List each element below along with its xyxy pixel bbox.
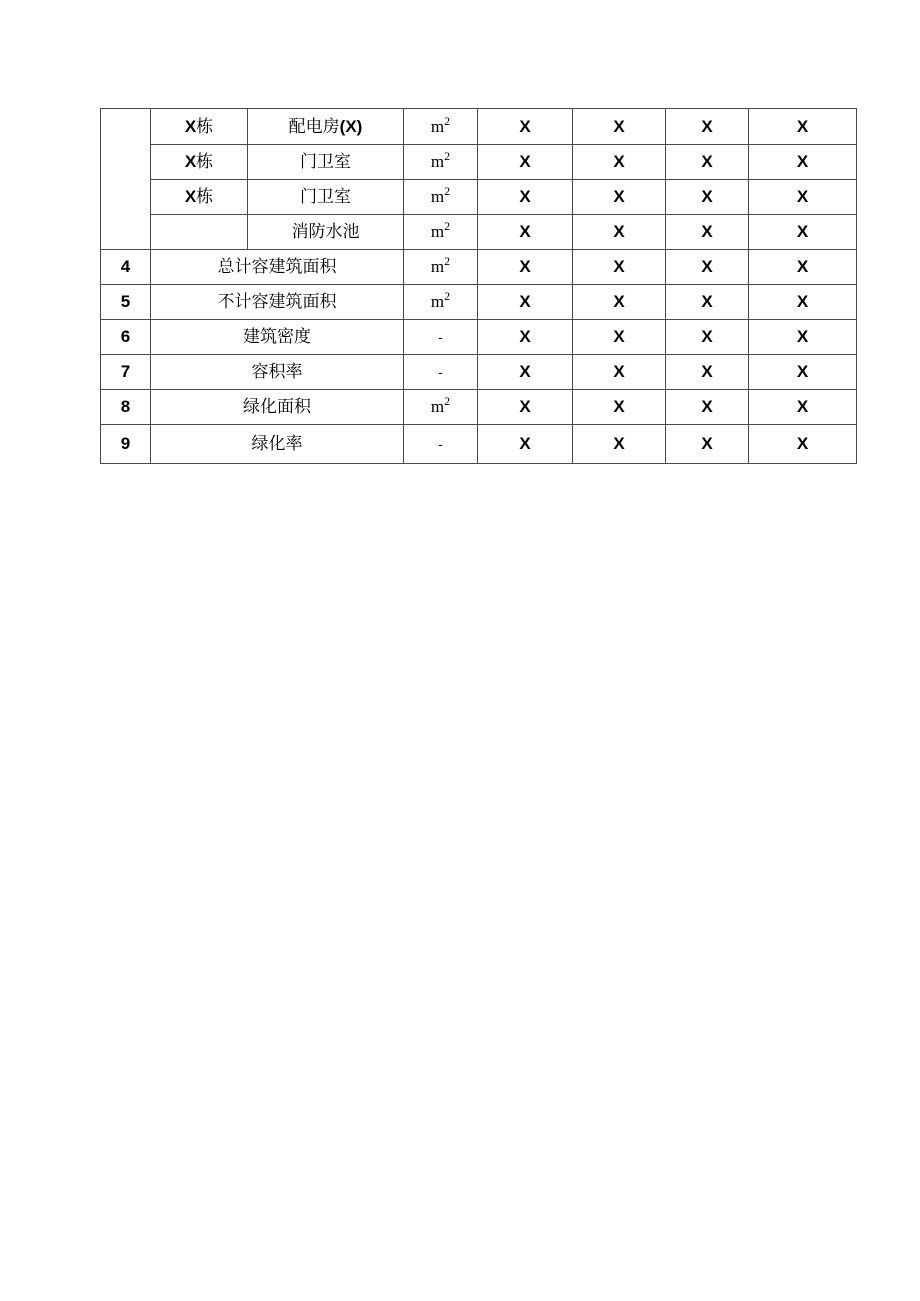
building-cell bbox=[151, 109, 248, 145]
value-cell: X bbox=[478, 109, 573, 145]
unit-cell bbox=[404, 320, 478, 355]
item-name: 门卫室 bbox=[300, 152, 351, 172]
item-name-cell: 总计容建筑面积 bbox=[151, 250, 404, 285]
building-cell bbox=[151, 180, 248, 215]
unit-base: m bbox=[430, 152, 445, 171]
item-name-cell bbox=[248, 180, 404, 215]
row-number-cell: 8 bbox=[101, 390, 151, 425]
item-name-cell: 不计容建筑面积 bbox=[151, 285, 404, 320]
unit-exponent: 2 bbox=[444, 254, 451, 268]
value-cell: X bbox=[478, 285, 573, 320]
unit-base: m bbox=[430, 257, 445, 276]
item-name-cell bbox=[248, 215, 404, 250]
unit-cell bbox=[404, 355, 478, 390]
value-cell: X bbox=[478, 250, 573, 285]
row-number-cell: 4 bbox=[101, 250, 151, 285]
unit-text: - bbox=[438, 364, 443, 380]
table-row bbox=[101, 320, 857, 355]
value-cell: X bbox=[666, 425, 749, 464]
item-name-cell bbox=[248, 145, 404, 180]
value-cell: X bbox=[478, 320, 573, 355]
row-number-cell: 9 bbox=[101, 425, 151, 464]
value-cell: X bbox=[666, 320, 749, 355]
value-cell: X bbox=[573, 285, 666, 320]
item-name-cell bbox=[248, 109, 404, 145]
unit-exponent: 2 bbox=[444, 394, 451, 408]
value-cell: X bbox=[749, 109, 857, 145]
value-cell: X bbox=[666, 355, 749, 390]
table-row bbox=[101, 250, 857, 285]
value-cell: X bbox=[749, 320, 857, 355]
unit-base: m bbox=[430, 222, 445, 241]
unit-exponent: 2 bbox=[444, 149, 451, 163]
unit-exponent: 2 bbox=[444, 184, 451, 198]
value-cell: X bbox=[478, 145, 573, 180]
value-cell: X bbox=[573, 390, 666, 425]
row-number-cell bbox=[101, 109, 151, 250]
table-row bbox=[101, 285, 857, 320]
table-row bbox=[101, 355, 857, 390]
value-cell: X bbox=[749, 180, 857, 215]
value-cell: X bbox=[573, 109, 666, 145]
item-name-cell: 建筑密度 bbox=[151, 320, 404, 355]
building-cell bbox=[151, 215, 248, 250]
row-number-cell: 5 bbox=[101, 285, 151, 320]
item-name-cell: 绿化面积 bbox=[151, 390, 404, 425]
unit-cell bbox=[404, 390, 478, 425]
unit-cell bbox=[404, 250, 478, 285]
table-row bbox=[101, 109, 857, 145]
value-cell: X bbox=[478, 180, 573, 215]
indicators-table bbox=[100, 108, 857, 464]
value-cell: X bbox=[666, 285, 749, 320]
value-cell: X bbox=[573, 250, 666, 285]
value-cell: X bbox=[573, 180, 666, 215]
value-cell: X bbox=[666, 390, 749, 425]
value-cell: X bbox=[749, 390, 857, 425]
value-cell: X bbox=[749, 355, 857, 390]
unit-base: m bbox=[430, 292, 445, 311]
building-cell bbox=[151, 145, 248, 180]
unit-base: m bbox=[430, 116, 445, 136]
unit-cell bbox=[404, 145, 478, 180]
item-name: 配电房 bbox=[288, 116, 340, 137]
value-cell: X bbox=[573, 215, 666, 250]
unit-text: - bbox=[438, 329, 443, 345]
table-row bbox=[101, 145, 857, 180]
table-row bbox=[101, 180, 857, 215]
unit-exponent: 2 bbox=[444, 219, 451, 233]
building-suffix: 栋 bbox=[196, 187, 214, 207]
unit-cell bbox=[404, 285, 478, 320]
value-cell: X bbox=[478, 215, 573, 250]
value-cell: X bbox=[478, 425, 573, 464]
value-cell: X bbox=[666, 109, 749, 145]
building-code: X bbox=[184, 187, 197, 206]
unit-base: m bbox=[430, 187, 445, 206]
item-name-cell: 容积率 bbox=[151, 355, 404, 390]
value-cell: X bbox=[573, 425, 666, 464]
building-suffix: 栋 bbox=[196, 152, 214, 172]
item-name-code: (X) bbox=[339, 116, 363, 136]
value-cell: X bbox=[573, 320, 666, 355]
value-cell: X bbox=[666, 180, 749, 215]
unit-cell bbox=[404, 425, 478, 464]
table-row bbox=[101, 390, 857, 425]
value-cell: X bbox=[573, 145, 666, 180]
building-suffix: 栋 bbox=[196, 116, 214, 137]
value-cell: X bbox=[749, 425, 857, 464]
value-cell: X bbox=[478, 390, 573, 425]
unit-cell bbox=[404, 180, 478, 215]
item-name: 门卫室 bbox=[300, 187, 351, 207]
value-cell: X bbox=[666, 215, 749, 250]
table-row bbox=[101, 215, 857, 250]
building-code: X bbox=[184, 116, 197, 136]
unit-exponent: 2 bbox=[444, 289, 451, 303]
unit-exponent: 2 bbox=[444, 113, 451, 128]
value-cell: X bbox=[666, 145, 749, 180]
unit-base: m bbox=[430, 397, 445, 416]
unit-cell bbox=[404, 215, 478, 250]
value-cell: X bbox=[666, 250, 749, 285]
value-cell: X bbox=[478, 355, 573, 390]
item-name: 消防水池 bbox=[291, 222, 360, 242]
value-cell: X bbox=[749, 145, 857, 180]
value-cell: X bbox=[749, 250, 857, 285]
value-cell: X bbox=[749, 285, 857, 320]
table-row bbox=[101, 425, 857, 464]
value-cell: X bbox=[573, 355, 666, 390]
building-code: X bbox=[184, 152, 197, 171]
row-number-cell: 6 bbox=[101, 320, 151, 355]
row-number-cell: 7 bbox=[101, 355, 151, 390]
item-name-cell: 绿化率 bbox=[151, 425, 404, 464]
unit-text: - bbox=[438, 436, 443, 452]
value-cell: X bbox=[749, 215, 857, 250]
unit-cell bbox=[404, 109, 478, 145]
